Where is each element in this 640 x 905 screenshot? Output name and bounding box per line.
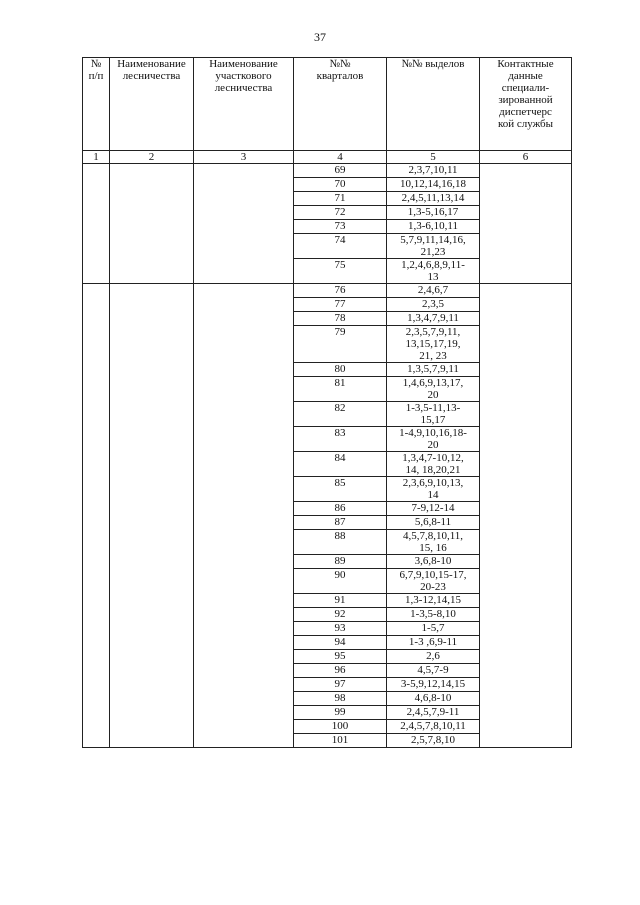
- kvartal-cell: 95: [294, 650, 387, 664]
- vydely-line: 13,15,17,19,: [405, 338, 461, 350]
- vydely-line: 2,4,5,7,8,10,11: [400, 720, 466, 732]
- table-body: [83, 151, 572, 748]
- vydely-line: 13: [427, 271, 439, 283]
- kvartal-cell: 93: [294, 622, 387, 636]
- vydely-cell: [387, 326, 480, 363]
- vydely-cell: [387, 312, 480, 326]
- header-cell-5: [387, 58, 480, 151]
- vydely-cell: [387, 502, 480, 516]
- kvartal-cell: 83: [294, 427, 387, 452]
- vydely-cell: [387, 664, 480, 678]
- vydely-line: 2,3,6,9,10,13,: [402, 477, 464, 489]
- forest-table: [82, 57, 572, 748]
- vydely-line: 1-3,5-8,10: [410, 608, 456, 620]
- kvartal-cell: 77: [294, 298, 387, 312]
- header-line: Наименование: [117, 58, 186, 70]
- header-line: п/п: [88, 70, 104, 82]
- vydely-line: 4,6,8-10: [414, 692, 452, 704]
- column-number: 4: [294, 151, 387, 164]
- vydely-line: 2,3,7,10,11: [408, 164, 458, 176]
- vydely-cell: [387, 234, 480, 259]
- contact-cell: [480, 284, 572, 748]
- kvartal-cell: 74: [294, 234, 387, 259]
- kvartal-cell: 76: [294, 284, 387, 298]
- vydely-cell: [387, 516, 480, 530]
- kvartal-cell: 86: [294, 502, 387, 516]
- vydely-line: 14: [427, 489, 439, 501]
- vydely-line: 14, 18,20,21: [405, 464, 461, 476]
- kvartal-cell: 69: [294, 164, 387, 178]
- header-cell-1: [83, 58, 110, 151]
- vydely-cell: [387, 608, 480, 622]
- vydely-line: 1,2,4,6,8,9,11-: [401, 259, 465, 271]
- column-number: 6: [480, 151, 572, 164]
- column-number: 1: [83, 151, 110, 164]
- vydely-line: 2,4,6,7: [417, 284, 449, 296]
- vydely-cell: [387, 720, 480, 734]
- vydely-line: 6,7,9,10,15-17,: [399, 569, 467, 581]
- vydely-line: 3,6,8-10: [414, 555, 452, 567]
- vydely-line: 1,3-12,14,15: [405, 594, 461, 606]
- vydely-line: 15,17: [420, 414, 446, 426]
- kvartal-cell: 94: [294, 636, 387, 650]
- vydely-cell: [387, 178, 480, 192]
- column-number: 3: [194, 151, 294, 164]
- kvartal-cell: 78: [294, 312, 387, 326]
- vydely-line: 1,3-5,16,17: [407, 206, 459, 218]
- vydely-line: 1,3-6,10,11: [407, 220, 458, 232]
- header-line: №№ выделов: [401, 58, 465, 70]
- kvartal-cell: 72: [294, 206, 387, 220]
- table-row: [83, 284, 572, 298]
- vydely-cell: [387, 569, 480, 594]
- vydely-cell: [387, 594, 480, 608]
- vydely-line: 5,7,9,11,14,16,: [400, 234, 466, 246]
- header-cell-4: [294, 58, 387, 151]
- vydely-line: 1-3 ,6,9-11: [408, 636, 458, 648]
- vydely-cell: [387, 284, 480, 298]
- header-line: диспетчерс: [499, 106, 552, 118]
- vydely-line: 20: [427, 389, 439, 401]
- page-number: 37: [314, 30, 326, 44]
- vydely-line: 20: [427, 439, 439, 451]
- pp-cell: [83, 284, 110, 748]
- vydely-line: 4,5,7-9: [417, 664, 449, 676]
- vydely-line: 2,3,5: [422, 298, 444, 310]
- vydely-cell: [387, 477, 480, 502]
- header-line: кой службы: [497, 118, 554, 130]
- kvartal-cell: 70: [294, 178, 387, 192]
- vydely-line: 10,12,14,16,18: [400, 178, 466, 190]
- kvartal-cell: 101: [294, 734, 387, 748]
- kvartal-cell: 73: [294, 220, 387, 234]
- vydely-line: 7-9,12-14: [411, 502, 455, 514]
- header-line: Наименование: [209, 58, 278, 70]
- vydely-cell: [387, 692, 480, 706]
- vydely-cell: [387, 636, 480, 650]
- kvartal-cell: 89: [294, 555, 387, 569]
- vydely-cell: [387, 363, 480, 377]
- district-forestry-cell: [194, 164, 294, 284]
- vydely-cell: [387, 298, 480, 312]
- vydely-cell: [387, 220, 480, 234]
- column-number-row: [83, 151, 572, 164]
- column-number: 5: [387, 151, 480, 164]
- vydely-cell: [387, 402, 480, 427]
- vydely-line: 20-23: [420, 581, 446, 593]
- contact-cell: [480, 164, 572, 284]
- vydely-line: 1,3,4,7-10,12,: [402, 452, 464, 464]
- header-line: кварталов: [316, 70, 364, 82]
- kvartal-cell: 100: [294, 720, 387, 734]
- vydely-line: 21,23: [420, 246, 446, 258]
- vydely-cell: [387, 734, 480, 748]
- vydely-cell: [387, 427, 480, 452]
- kvartal-cell: 80: [294, 363, 387, 377]
- header-cell-3: [194, 58, 294, 151]
- vydely-cell: [387, 530, 480, 555]
- header-line: Контактные: [497, 58, 554, 70]
- kvartal-cell: 98: [294, 692, 387, 706]
- kvartal-cell: 85: [294, 477, 387, 502]
- column-number: 2: [110, 151, 194, 164]
- table-header: [83, 58, 572, 151]
- vydely-line: 1,3,4,7,9,11: [407, 312, 459, 324]
- vydely-cell: [387, 192, 480, 206]
- vydely-line: 4,5,7,8,10,11,: [402, 530, 464, 542]
- header-line: №: [90, 58, 102, 70]
- pp-cell: [83, 164, 110, 284]
- vydely-cell: [387, 206, 480, 220]
- vydely-line: 5,6,8-11: [414, 516, 452, 528]
- vydely-cell: [387, 377, 480, 402]
- vydely-line: 2,4,5,7,9-11: [406, 706, 460, 718]
- header-line: зированной: [498, 94, 553, 106]
- vydely-line: 3-5,9,12,14,15: [400, 678, 466, 690]
- vydely-line: 2,4,5,11,13,14: [401, 192, 465, 204]
- vydely-line: 21, 23: [419, 350, 447, 362]
- kvartal-cell: 92: [294, 608, 387, 622]
- vydely-line: 15, 16: [419, 542, 447, 554]
- vydely-line: 1-4,9,10,16,18-: [399, 427, 467, 439]
- kvartal-cell: 87: [294, 516, 387, 530]
- forestry-cell: [110, 164, 194, 284]
- vydely-cell: [387, 452, 480, 477]
- vydely-line: 2,5,7,8,10: [411, 734, 455, 746]
- kvartal-cell: 90: [294, 569, 387, 594]
- vydely-cell: [387, 622, 480, 636]
- table-row: [83, 164, 572, 178]
- kvartal-cell: 96: [294, 664, 387, 678]
- header-line: специали-: [501, 82, 550, 94]
- header-cell-2: [110, 58, 194, 151]
- kvartal-cell: 82: [294, 402, 387, 427]
- vydely-line: 1-5,7: [421, 622, 445, 634]
- kvartal-cell: 97: [294, 678, 387, 692]
- vydely-line: 2,3,5,7,9,11,: [405, 326, 461, 338]
- header-line: лесничества: [122, 70, 181, 82]
- kvartal-cell: 84: [294, 452, 387, 477]
- vydely-cell: [387, 555, 480, 569]
- header-row: [83, 58, 572, 151]
- kvartal-cell: 71: [294, 192, 387, 206]
- header-line: участкового: [215, 70, 272, 82]
- header-line: №№: [329, 58, 351, 70]
- forestry-cell: [110, 284, 194, 748]
- header-line: лесничества: [214, 82, 273, 94]
- kvartal-cell: 75: [294, 259, 387, 284]
- vydely-cell: [387, 650, 480, 664]
- vydely-cell: [387, 164, 480, 178]
- vydely-cell: [387, 259, 480, 284]
- vydely-cell: [387, 706, 480, 720]
- kvartal-cell: 81: [294, 377, 387, 402]
- vydely-cell: [387, 678, 480, 692]
- header-line: данные: [508, 70, 543, 82]
- vydely-line: 2,6: [426, 650, 440, 662]
- vydely-line: 1,3,5,7,9,11: [407, 363, 459, 375]
- vydely-line: 1,4,6,9,13,17,: [402, 377, 464, 389]
- district-forestry-cell: [194, 284, 294, 748]
- kvartal-cell: 99: [294, 706, 387, 720]
- header-cell-6: [480, 58, 572, 151]
- kvartal-cell: 91: [294, 594, 387, 608]
- kvartal-cell: 79: [294, 326, 387, 363]
- vydely-line: 1-3,5-11,13-: [405, 402, 461, 414]
- kvartal-cell: 88: [294, 530, 387, 555]
